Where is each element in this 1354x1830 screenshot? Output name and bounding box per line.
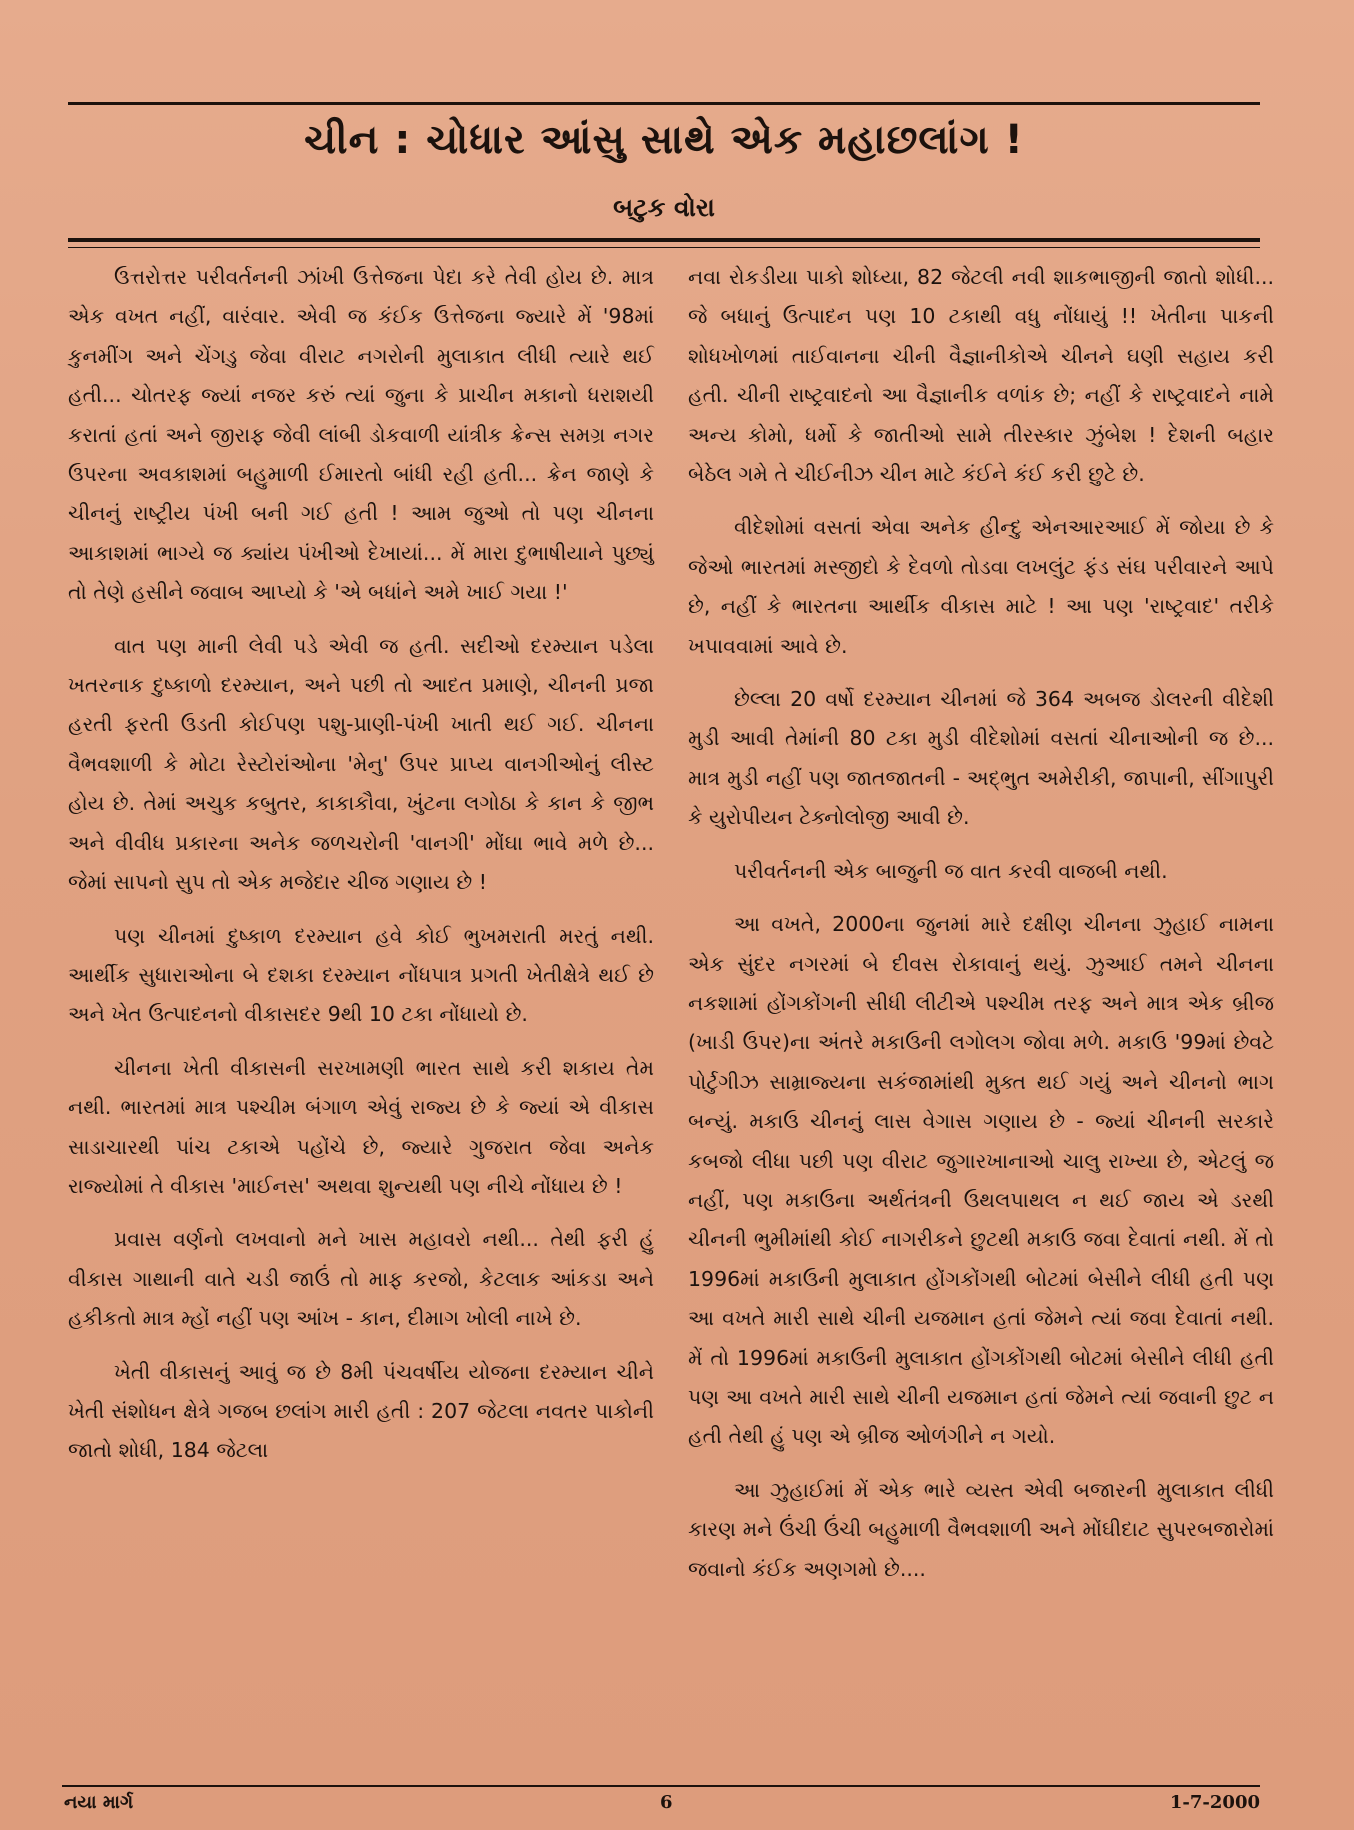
author-byline: બટુક વોરા — [613, 193, 715, 222]
paragraph: ખેતી વીકાસનું આવું જ છે 8મી પંચવર્ષીય યોજના દરમ્યાન ચીને ખેતી સંશોધન ક્ષેત્રે ગજબ છલાંગ મારી હતી : 207 જેટલા નવતર પાકોની જાતો શોધી, 184 જેટલા — [68, 1359, 654, 1463]
paragraph: આ ઝુહાઈમાં મેં એક ભારે વ્યસ્ત એવી બજારની મુલાકાત લીધી કારણ મને ઉંચી ઉંચી બહુમાળી વૈભવશાળી અને મોંઘીદાટ સુપરબજારોમાં જવાનો કંઈક અણગમો છે.... — [688, 1477, 1274, 1581]
footer-rule — [62, 1785, 1260, 1787]
paragraph: પણ ચીનમાં દુષ્કાળ દરમ્યાન હવે કોઈ ભુખમરાતી મરતું નથી. આર્થીક સુધારાઓના બે દશકા દરમ્યાન નોંધપાત્ર પ્રગતી ખેતીક્ષેત્રે થઈ છે અને ખેત ઉત્પાદનનો વીકાસદર 9થી 10 ટકા નોંધાયો છે. — [68, 923, 654, 1027]
article-title: ચીન : ચોધાર આંસુ સાથે એક મહાછલાંગ ! — [304, 117, 1024, 163]
header-rule-thick — [68, 238, 1260, 242]
paragraph: નવા રોકડીયા પાકો શોધ્યા, 82 જેટલી નવી શાકભાજીની જાતો શોધી... જે બધાનું ઉત્પાદન પણ 10 ટકાથી વધુ નોંધાયું !! ખેતીના પાકની શોધખોળમાં તાઈવાનના ચીની વૈજ્ઞાનીકોએ ચીનને ઘણી સહાય કરી હતી. ચીની રાષ્ટ્રવાદનો આ વૈજ્ઞાનીક વળાંક છે; નહીં કે રાષ્ટ્રવાદને નામે અન્ય કોમો, ધર્મો કે જાતીઓ સામે તીરસ્કાર ઝુંબેશ ! દેશની બહાર બેઠેલ ગમે તે ચીઈનીઝ ચીન માટે કંઈને કંઈ કરી છુટે છે. — [688, 265, 1274, 487]
paragraph: વીદેશોમાં વસતાં એવા અનેક હીન્દુ એનઆરઆઈ મેં જોયા છે કે જેઓ ભારતમાં મસ્જીદો કે દેવળો તોડવા લખલુંટ ફંડ સંઘ પરીવારને આપે છે, નહીં કે ભારતના આર્થીક વીકાસ માટે ! આ પણ 'રાષ્ટ્રવાદ' તરીકે ખપાવવામાં આવે છે. — [688, 515, 1274, 658]
paragraph: ચીનના ખેતી વીકાસની સરખામણી ભારત સાથે કરી શકાય તેમ નથી. ભારતમાં માત્ર પશ્ચીમ બંગાળ એવું રાજ્ય છે કે જ્યાં એ વીકાસ સાડાચારથી પાંચ ટકાએ પહોંચે છે, જ્યારે ગુજરાત જેવા અનેક રાજ્યોમાં તે વીકાસ 'માઈનસ' અથવા શુન્યથી પણ નીચે નોંધાય છે ! — [68, 1055, 654, 1198]
paragraph: ઉત્તરોત્તર પરીવર્તનની ઝાંખી ઉત્તેજના પેદા કરે તેવી હોય છે. માત્ર એક વખત નહીં, વારંવાર. એવી જ કંઈક ઉત્તેજના જ્યારે મેં '98માં કુનમીંગ અને ચેંગડુ જેવા વીરાટ નગરોની મુલાકાત લીધી ત્યારે થઈ હતી... ચોતરફ જ્યાં નજર કરું ત્યાં જુના કે પ્રાચીન મકાનો ધરાશયી કરાતાં હતાં અને જીરાફ જેવી લાંબી ડોકવાળી યાંત્રીક ક્રેન્સ સમગ્ર નગર ઉપરના અવકાશમાં બહુમાળી ઈમારતો બાંધી રહી હતી... ક્રેન જાણે કે ચીનનું રાષ્ટ્રીય પંખી બની ગઈ હતી ! આમ જુઓ તો પણ ચીનના આકાશમાં ભાગ્યે જ ક્યાંય પંખીઓ દેખાયાં... મેં મારા દુભાષીયાને પુછ્યું તો તેણે હસીને જવાબ આપ્યો કે 'એ બધાંને અમે ખાઈ ગયા !' — [68, 265, 654, 605]
header-rule-thin — [68, 247, 1260, 248]
paragraph: વાત પણ માની લેવી પડે એવી જ હતી. સદીઓ દરમ્યાન પડેલા ખતરનાક દુષ્કાળો દરમ્યાન, અને પછી તો આદત પ્રમાણે, ચીનની પ્રજા હરતી ફરતી ઉડતી કોઈપણ પશુ-પ્રાણી-પંખી ખાતી થઈ ગઈ. ચીનના વૈભવશાળી કે મોટા રેસ્ટોરાંઓના 'મેનુ' ઉપર પ્રાપ્ય વાનગીઓનું લીસ્ટ હોય છે. તેમાં અચુક કબુતર, કાકાકૌવા, ખુંટના લગોઠા કે કાન કે જીભ અને વીવીધ પ્રકારના અનેક જળચરોની 'વાનગી' મોંઘા ભાવે મળે છે... જેમાં સાપનો સુપ તો એક મજેદાર ચીજ ગણાય છે ! — [68, 633, 654, 895]
paragraph: છેલ્લા 20 વર્ષો દરમ્યાન ચીનમાં જે 364 અબજ ડોલરની વીદેશી મુડી આવી તેમાંની 80 ટકા મુડી વીદેશોમાં વસતાં ચીનાઓની જ છે... માત્ર મુડી નહીં પણ જાતજાતની - અદ્ભુત અમેરીકી, જાપાની, સીંગાપુરી કે યુરોપીયન ટેક્નોલોજી આવી છે. — [688, 687, 1274, 830]
paragraph: પરીવર્તનની એક બાજુની જ વાત કરવી વાજબી નથી. — [734, 858, 1168, 883]
issue-date: 1-7-2000 — [1169, 1792, 1260, 1813]
left-column — [68, 258, 654, 1485]
paragraph: પ્રવાસ વર્ણનો લખવાનો મને ખાસ મહાવરો નથી... તેથી ફરી હું વીકાસ ગાથાની વાતે ચડી જાઉં તો માફ કરજો, કેટલાક આંકડા અને હકીકતો માત્ર મ્હોં નહીં પણ આંખ - કાન, દીમાગ ખોલી નાખે છે. — [68, 1227, 654, 1331]
top-rule — [68, 102, 1260, 105]
page-number: 6 — [660, 1792, 673, 1813]
paragraph: આ વખતે, 2000ના જુનમાં મારે દક્ષીણ ચીનના ઝુહાઈ નામના એક સુંદર નગરમાં બે દીવસ રોકાવાનું થયું. ઝુઆઈ તમને ચીનના નકશામાં હોંગકોંગની સીધી લીટીએ પશ્ચીમ તરફ અને માત્ર એક બ્રીજ (ખાડી ઉપર)ના અંતરે મકાઉની લગોલગ જોવા મળે. મકાઉ '99માં છેવટે પોર્ટુગીઝ સામ્રાજ્યના સકંજામાંથી મુક્ત થઈ ગયું અને ચીનનો ભાગ બન્યું. મકાઉ ચીનનું લાસ વેગાસ ગણાય છે - જ્યાં ચીનની સરકારે કબજો લીધા પછી પણ વીરાટ જુગારખાનાઓ ચાલુ રાખ્યા છે, એટલું જ નહીં, પણ મકાઉના અર્થતંત્રની ઉથલપાથલ ન થઈ જાય એ ડરથી ચીનની ભુમીમાંથી કોઈ નાગરીકને છુટથી મકાઉ જવા દેવાતાં નથી. મેં તો 1996માં મકાઉની મુલાકાત હોંગકોંગથી બોટમાં બેસીને લીધી હતી પણ આ વખતે મારી સાથે ચીની યજમાન હતાં જેમને ત્યાં જવા દેવાતાં નથી. મેં તો 1996માં મકાઉની મુલાકાત હોંગકોંગથી બોટમાં બેસીને લીધી હતી પણ આ વખતે મારી સાથે ચીની યજમાન હતાં જેમને ત્યાં જવાની છુટ ન હતી તેથી હું પણ એ બ્રીજ ઓળંગીને ન ગયો. — [688, 912, 1274, 1449]
publication-name: નયા માર્ગ — [64, 1792, 134, 1813]
right-column — [688, 258, 1274, 1603]
